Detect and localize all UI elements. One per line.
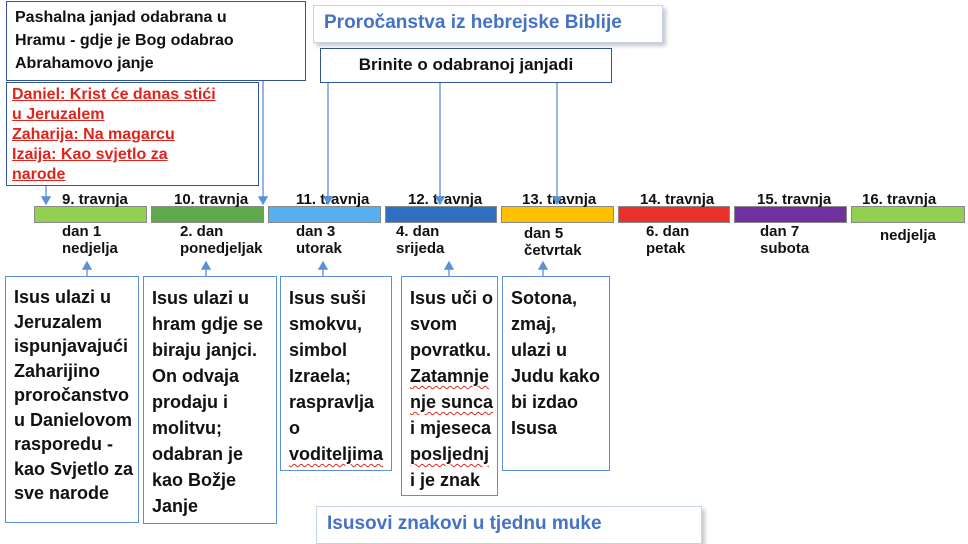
event-line: Isus ulazi u: [152, 288, 250, 308]
brinite-box: [320, 48, 612, 83]
day-label: [180, 223, 263, 257]
day-label-line1: dan 7: [760, 223, 800, 240]
event-line: simbol: [289, 340, 348, 360]
day-label: [296, 223, 342, 257]
event-box-day1: [5, 276, 139, 523]
date-label: 16. travnja: [862, 191, 937, 208]
event-line: raspravlja: [289, 392, 375, 412]
event-line: Isus uči o: [410, 288, 494, 308]
event-line: sve narode: [14, 483, 110, 503]
date-label: 14. travnja: [640, 191, 715, 208]
timeline-bar-15: [734, 206, 847, 223]
event-box-day4: [401, 276, 498, 496]
prophecies-box: [6, 82, 259, 186]
day-label-line1: 4. dan: [396, 223, 440, 240]
prophecy-line: narode: [12, 166, 66, 183]
event-line: prodaju i: [152, 392, 228, 412]
day-label-line2: utorak: [296, 240, 342, 257]
event-line: Isus ulazi u: [14, 287, 112, 307]
pashalna-line: Abrahamovo janje: [15, 55, 154, 72]
event-line: kao Božje: [152, 470, 237, 490]
event-line: o: [289, 418, 300, 438]
event-line: biraju janjci.: [152, 340, 258, 360]
event-box-day5: [502, 276, 610, 471]
day-label-line2: subota: [760, 240, 810, 257]
event-line: rasporedu -: [14, 434, 114, 454]
timeline-bar-14: [618, 206, 730, 223]
timeline-bar-12: [385, 206, 497, 223]
prophecy-line: Zaharija: Na magarcu: [12, 126, 175, 143]
event-line: i je znak: [410, 470, 481, 490]
event-line: i mjeseca: [410, 418, 492, 438]
prophecy-line: Izaija: Kao svjetlo za: [12, 146, 168, 163]
event-line: kao Svjetlo za: [14, 458, 134, 479]
timeline-bar-11: [268, 206, 381, 223]
date-label: 12. travnja: [408, 191, 483, 208]
day-label-line1: dan 5: [524, 225, 564, 242]
timeline-bar-10: [151, 206, 264, 223]
timeline-bar-13: [501, 206, 614, 223]
event-line: ulazi u: [511, 340, 568, 360]
day-label: [396, 223, 444, 257]
event-line: Zaharijino: [14, 360, 101, 381]
event-line: u Danielovom: [14, 409, 133, 430]
event-line: On odvaja: [152, 366, 240, 386]
event-line: odabran je: [152, 444, 244, 464]
event-line: molitvu;: [152, 418, 222, 438]
pashalna-line: Hramu - gdje je Bog odabrao: [15, 32, 234, 49]
event-line: povratku.: [410, 340, 492, 360]
event-line: zmaj,: [511, 314, 557, 334]
day-label: [646, 223, 689, 257]
day-label-line1: dan 3: [296, 223, 336, 240]
day-label-line1: dan 1: [62, 223, 102, 240]
brinite-label: Brinite o odabranoj janjadi: [358, 55, 574, 74]
day-label-line2: srijeda: [396, 240, 445, 257]
day-label-line2: ponedjeljak: [180, 240, 263, 257]
event-line: bi izdao: [511, 392, 578, 412]
event-line: smokvu,: [289, 314, 363, 334]
event-line: Janje: [152, 496, 199, 516]
event-line: ispunjavajući: [14, 336, 129, 356]
event-box-day3: [280, 276, 392, 471]
event-line: svom: [410, 314, 458, 334]
event-line: proročanstvo: [14, 385, 130, 405]
date-label: 9. travnja: [62, 191, 128, 208]
event-line: voditeljima: [289, 444, 384, 464]
event-line: Isus suši: [289, 288, 367, 308]
day-label: [62, 223, 118, 257]
day-label: [760, 223, 809, 257]
day-label-line1: 6. dan: [646, 223, 690, 240]
event-line: hram gdje se: [152, 314, 264, 334]
date-label: 11. travnja: [296, 191, 370, 208]
day-label: [524, 225, 582, 259]
event-line: Sotona,: [511, 288, 577, 308]
event-line: Judu kako: [511, 366, 601, 386]
prophecy-line: u Jeruzalem: [12, 106, 105, 123]
pashalna-line: Pashalna janjad odabrana u: [15, 9, 227, 26]
date-label: 15. travnja: [757, 191, 832, 208]
pashalna-box: [6, 1, 306, 81]
title-top: Proročanstva iz hebrejske Biblije: [313, 5, 663, 43]
timeline-bar-9: [34, 206, 147, 223]
prophecy-line: Daniel: Krist će danas stići: [12, 86, 216, 103]
day-label-line2: nedjelja: [62, 240, 118, 257]
day-label-line2: četvrtak: [524, 242, 582, 259]
day-label-line2: petak: [646, 240, 686, 257]
day-label-line1: 2. dan: [180, 223, 224, 240]
event-line: Zatamnje: [410, 366, 490, 386]
event-line: Isusa: [511, 418, 558, 438]
event-box-day2: [143, 276, 277, 524]
event-line: Izraela;: [289, 366, 352, 386]
day-label: [880, 227, 936, 244]
date-label: 13. travnja: [522, 191, 597, 208]
timeline-bar-16: [851, 206, 965, 223]
event-line: Jeruzalem: [14, 311, 103, 332]
event-line: posljednj: [410, 444, 490, 464]
date-label: 10. travnja: [174, 191, 249, 208]
day-label-line2: nedjelja: [880, 227, 936, 244]
title-bottom: Isusovi znakovi u tjednu muke: [316, 506, 702, 544]
event-line: nje sunca: [410, 392, 494, 412]
